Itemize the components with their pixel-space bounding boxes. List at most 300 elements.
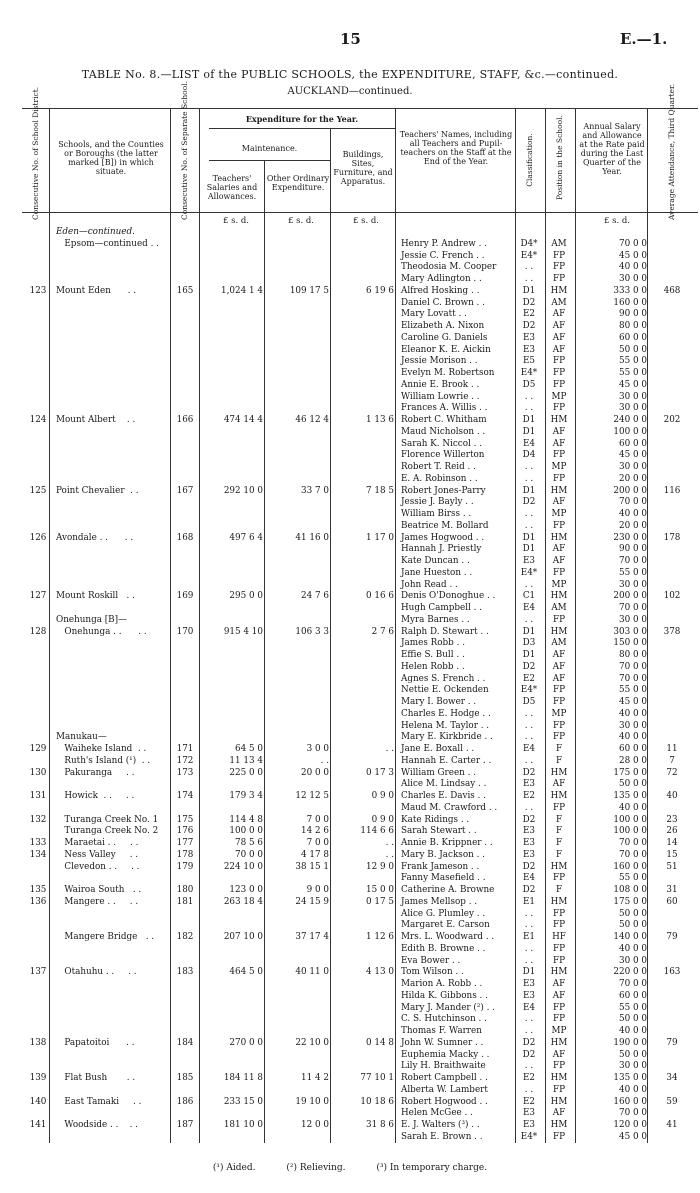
salaries-amount: 295 0 0: [229, 591, 263, 602]
annual-salary: 80 0 0: [619, 650, 647, 660]
annual-salary: 45 0 0: [619, 379, 647, 390]
annual-salary: 60 0 0: [619, 332, 647, 343]
position: FP: [552, 1061, 566, 1072]
salaries-amount: 1,024 1 4: [221, 285, 263, 296]
annual-salary: 30 0 0: [619, 614, 647, 625]
teacher-name: Jessie Morison . .: [401, 356, 478, 367]
buildings-amount: 12 9 0: [366, 861, 394, 872]
school-name: East Tamaki . .: [56, 1096, 142, 1107]
expenditure-rule: [209, 128, 395, 129]
position: HM: [550, 861, 568, 872]
district-no: 138: [29, 1037, 47, 1048]
annual-salary: 30 0 0: [619, 391, 647, 402]
position: FP: [552, 732, 566, 743]
salaries-amount: 78 5 6: [235, 838, 263, 848]
position: AF: [552, 426, 566, 437]
district-no: 133: [29, 838, 47, 848]
school-no: 186: [176, 1096, 194, 1107]
table-row: [0, 262, 700, 274]
table-row: [0, 403, 700, 415]
school-no: 172: [176, 755, 194, 766]
school-no: 175: [176, 814, 194, 825]
other-amount: 33 7 0: [301, 485, 329, 496]
position: FP: [552, 262, 566, 273]
table-row: [0, 1050, 700, 1062]
teacher-name: William Lowrie . .: [401, 391, 480, 402]
school-no: 173: [176, 767, 194, 778]
table-row: [0, 732, 700, 744]
header-salaries: Teachers' Salaries and Allowances.: [206, 174, 258, 201]
salaries-amount: 464 5 0: [229, 967, 263, 978]
annual-salary: 28 0 0: [619, 755, 647, 766]
table-row: [0, 744, 700, 756]
teacher-name: Robert C. Whitham: [401, 415, 487, 425]
table-row: [0, 826, 700, 838]
school-no: 187: [176, 1120, 194, 1130]
teacher-name: Fanny Masefield . .: [401, 873, 486, 884]
attendance: 11: [666, 744, 678, 754]
table-row: [0, 333, 700, 345]
classification: E4*: [520, 250, 538, 261]
table-row: [0, 1073, 700, 1085]
position: FP: [552, 450, 566, 461]
annual-salary: 40 0 0: [619, 1026, 647, 1036]
attendance: 116: [663, 485, 681, 496]
school-name: Ness Valley . .: [56, 849, 139, 860]
school-name: Point Chevalier . .: [56, 485, 139, 496]
other-amount: . .: [320, 755, 329, 766]
classification: D3: [522, 638, 536, 649]
district-no: 140: [29, 1096, 47, 1107]
position: FP: [552, 368, 566, 378]
table-row: [0, 967, 700, 979]
classification: E3: [522, 826, 536, 837]
buildings-amount: 4 13 0: [366, 967, 394, 978]
teacher-name: Mary I. Bower . .: [401, 697, 477, 707]
attendance: 51: [666, 861, 678, 872]
salaries-amount: 114 4 8: [229, 814, 263, 825]
classification: D5: [522, 379, 536, 390]
annual-salary: 108 0 0: [613, 885, 647, 895]
teacher-name: Hannah E. Carter . .: [401, 755, 492, 766]
position: AF: [552, 779, 566, 790]
teacher-name: Evelyn M. Robertson: [401, 368, 495, 378]
school-no: 170: [176, 626, 194, 637]
table-row: [0, 956, 700, 968]
school-no: 177: [176, 838, 194, 848]
annual-salary: 230 0 0: [613, 532, 647, 543]
position: HM: [550, 767, 568, 778]
classification: D1: [522, 485, 536, 496]
table-row: [0, 427, 700, 439]
school-name: Epsom—continued . .: [56, 238, 159, 249]
annual-salary: 333 0 0: [613, 285, 647, 296]
position: AF: [552, 321, 566, 331]
salaries-amount: 915 4 10: [223, 626, 263, 637]
position: HM: [550, 1037, 568, 1048]
buildings-amount: 15 0 0: [366, 885, 394, 895]
units-buildings: £ s. d.: [352, 216, 380, 226]
teacher-name: Mary Lovatt . .: [401, 309, 467, 320]
table-row: [0, 662, 700, 674]
buildings-amount: 1 13 6: [366, 415, 394, 425]
classification: . .: [524, 732, 534, 743]
buildings-amount: 2 7 6: [371, 626, 394, 637]
teacher-name: Alice M. Lindsay . .: [401, 779, 487, 790]
teacher-name: Caroline G. Daniels: [401, 332, 488, 343]
annual-salary: 45 0 0: [619, 697, 647, 707]
teacher-name: Lily H. Braithwaite: [401, 1061, 486, 1072]
district-no: 132: [29, 814, 47, 825]
position: F: [555, 826, 563, 837]
school-name: Manukau—: [56, 732, 107, 743]
buildings-amount: 0 14 8: [366, 1037, 394, 1048]
header-teachers: Teachers' Names, including all Teachers and Pupil-teachers on the Staff at the End of the Year.: [399, 130, 513, 166]
teacher-name: Sarah K. Niccol . .: [401, 438, 483, 449]
classification: D1: [522, 426, 536, 437]
classification: E3: [522, 849, 536, 860]
position: HM: [550, 896, 568, 907]
teacher-name: Maud Nicholson . .: [401, 426, 486, 437]
district-no: 129: [29, 744, 47, 754]
table-row: [0, 615, 700, 627]
annual-salary: 55 0 0: [619, 873, 647, 884]
school-name: Papatoitoi . .: [56, 1037, 135, 1048]
classification: D2: [522, 497, 536, 508]
position: FP: [552, 697, 566, 707]
buildings-amount: 114 6 6: [360, 826, 394, 837]
attendance: 102: [663, 591, 681, 602]
table-row: [0, 591, 700, 603]
classification: E4: [522, 1002, 536, 1013]
teacher-name: Hugh Campbell . .: [401, 603, 483, 613]
annual-salary: 50 0 0: [619, 344, 647, 355]
teacher-name: John W. Sumner . .: [401, 1037, 484, 1048]
attendance: 40: [666, 791, 678, 801]
annual-salary: 60 0 0: [619, 438, 647, 449]
table-row: [0, 580, 700, 592]
buildings-amount: 0 17 5: [366, 896, 394, 907]
classification: . .: [524, 720, 534, 731]
annual-salary: 55 0 0: [619, 567, 647, 578]
attendance: 178: [663, 532, 681, 543]
header-bottom-rule: [22, 212, 698, 213]
teacher-name: Helena M. Taylor . .: [401, 720, 490, 731]
position: AF: [552, 1049, 566, 1060]
district-no: 135: [29, 885, 47, 895]
position: AF: [552, 979, 566, 989]
buildings-amount: 10 18 6: [360, 1096, 394, 1107]
classification: E3: [522, 556, 536, 566]
annual-salary: 70 0 0: [619, 979, 647, 989]
attendance: 79: [666, 932, 678, 942]
teacher-name: Theodosia M. Cooper: [401, 262, 497, 273]
table-row: [0, 462, 700, 474]
table-row: [0, 650, 700, 662]
classification: D2: [522, 814, 536, 825]
annual-salary: 30 0 0: [619, 579, 647, 590]
salaries-amount: 474 14 4: [223, 415, 263, 425]
annual-salary: 175 0 0: [613, 896, 647, 907]
header-schools: Schools, and the Counties or Boroughs (the latter marked [B]) in which situate.: [58, 140, 164, 176]
classification: D1: [522, 285, 536, 296]
position: FP: [552, 379, 566, 390]
table-row: [0, 1085, 700, 1097]
classification: D2: [522, 885, 536, 895]
other-amount: 4 17 8: [301, 849, 329, 860]
table-row: [0, 450, 700, 462]
classification: D2: [522, 861, 536, 872]
annual-salary: 50 0 0: [619, 908, 647, 919]
district-no: 124: [29, 415, 47, 425]
classification: D2: [522, 767, 536, 778]
annual-salary: 135 0 0: [613, 1073, 647, 1083]
table-row: [0, 603, 700, 615]
classification: . .: [524, 908, 534, 919]
position: FP: [552, 720, 566, 731]
annual-salary: 40 0 0: [619, 1084, 647, 1095]
school-name: Mount Eden . .: [56, 285, 137, 296]
school-name: Mangere . . . .: [56, 896, 139, 907]
annual-salary: 30 0 0: [619, 403, 647, 414]
header-buildings: Buildings, Sites, Furniture, and Apparatus.: [333, 150, 393, 186]
classification: E5: [522, 356, 536, 367]
attendance: 468: [663, 285, 681, 296]
table-row: [0, 439, 700, 451]
other-amount: 3 0 0: [306, 744, 329, 754]
table-row: [0, 674, 700, 686]
position: AF: [552, 673, 566, 684]
annual-salary: 200 0 0: [613, 591, 647, 602]
classification: D2: [522, 1049, 536, 1060]
table-row: [0, 920, 700, 932]
table-row: [0, 556, 700, 568]
teacher-name: Euphemia Macky . .: [401, 1049, 490, 1060]
school-no: 171: [176, 744, 194, 754]
position: F: [555, 814, 563, 825]
attendance: 41: [666, 1120, 678, 1130]
position: HM: [550, 1073, 568, 1083]
position: F: [555, 838, 563, 848]
position: MP: [551, 1026, 567, 1036]
table-row: [0, 909, 700, 921]
table-row: [0, 544, 700, 556]
classification: . .: [524, 755, 534, 766]
other-amount: 14 2 6: [301, 826, 329, 837]
table-row: [0, 1014, 700, 1026]
annual-salary: 220 0 0: [613, 967, 647, 978]
salaries-amount: 270 0 0: [229, 1037, 263, 1048]
salaries-amount: 179 3 4: [229, 791, 263, 801]
salaries-amount: 181 10 0: [223, 1120, 263, 1130]
classification: . .: [524, 1014, 534, 1025]
attendance: 72: [666, 767, 678, 778]
salaries-amount: 263 18 4: [223, 896, 263, 907]
position: FP: [552, 802, 566, 813]
annual-salary: 70 0 0: [619, 673, 647, 684]
salaries-amount: 70 0 0: [235, 849, 263, 860]
annual-salary: 45 0 0: [619, 1131, 647, 1142]
other-amount: 20 0 0: [301, 767, 329, 778]
buildings-amount: 0 16 6: [366, 591, 394, 602]
header-other: Other Ordinary Expenditure.: [266, 174, 330, 192]
teacher-name: James Robb . .: [401, 638, 465, 649]
table-row: [0, 345, 700, 357]
teacher-name: Effie S. Bull . .: [401, 650, 465, 660]
table-row: [0, 521, 700, 533]
buildings-amount: 1 17 0: [366, 532, 394, 543]
classification: D2: [522, 297, 536, 308]
teacher-name: Ralph D. Stewart . .: [401, 626, 489, 637]
teacher-name: James Hogwood . .: [401, 532, 485, 543]
table-row: [0, 709, 700, 721]
buildings-amount: 0 9 0: [371, 814, 394, 825]
teacher-name: Alberta W. Lambert: [401, 1084, 488, 1095]
position: FP: [552, 1084, 566, 1095]
buildings-amount: 6 19 6: [366, 285, 394, 296]
classification: E3: [522, 344, 536, 355]
annual-salary: 60 0 0: [619, 990, 647, 1001]
teacher-name: Tom Wilson . .: [401, 967, 464, 978]
table-row: [0, 251, 700, 263]
annual-salary: 120 0 0: [613, 1120, 647, 1130]
salaries-amount: 123 0 0: [229, 885, 263, 895]
salaries-amount: 207 10 0: [223, 932, 263, 942]
teacher-name: John Read . .: [401, 579, 458, 590]
position: MP: [551, 509, 567, 519]
buildings-amount: 0 9 0: [371, 791, 394, 801]
school-name: Howick . . . .: [56, 791, 135, 801]
annual-salary: 140 0 0: [613, 932, 647, 942]
classification: . .: [524, 579, 534, 590]
table-row: [0, 1038, 700, 1050]
teacher-name: Sarah E. Brown . .: [401, 1131, 483, 1142]
classification: D5: [522, 697, 536, 707]
school-no: 181: [176, 896, 194, 907]
attendance: 60: [666, 896, 678, 907]
buildings-amount: 77 10 1: [360, 1073, 394, 1083]
table-row: [0, 803, 700, 815]
annual-salary: 40 0 0: [619, 509, 647, 519]
annual-salary: 70 0 0: [619, 603, 647, 613]
teacher-name: Thomas F. Warren: [401, 1026, 482, 1036]
annual-salary: 55 0 0: [619, 368, 647, 378]
position: AM: [551, 638, 567, 649]
salaries-amount: 233 15 0: [223, 1096, 263, 1107]
teacher-name: Myra Barnes . .: [401, 614, 470, 625]
position: FP: [552, 908, 566, 919]
classification: C1: [522, 591, 536, 602]
teacher-name: Robert Jones-Parry: [401, 485, 486, 496]
classification: E2: [522, 1073, 536, 1083]
table-row: [0, 850, 700, 862]
annual-salary: 50 0 0: [619, 1049, 647, 1060]
position: MP: [551, 462, 567, 472]
annual-salary: 30 0 0: [619, 462, 647, 472]
table-row: [0, 474, 700, 486]
teacher-name: Eleanor K. E. Aickin: [401, 344, 491, 355]
other-amount: 7 0 0: [306, 814, 329, 825]
district-no: 136: [29, 896, 47, 907]
position: FP: [552, 567, 566, 578]
teacher-name: Denis O'Donoghue . .: [401, 591, 496, 602]
position: AF: [552, 556, 566, 566]
header-classification: Classification.: [525, 133, 534, 187]
teacher-name: Charles E. Hodge . .: [401, 708, 491, 719]
position: AM: [551, 297, 567, 308]
classification: E3: [522, 979, 536, 989]
classification: E4*: [520, 1131, 538, 1142]
teacher-name: Marion A. Robb . .: [401, 979, 483, 989]
other-amount: 12 12 5: [295, 791, 329, 801]
classification: E3: [522, 838, 536, 848]
attendance: 15: [666, 849, 678, 860]
classification: E4: [522, 438, 536, 449]
annual-salary: 60 0 0: [619, 744, 647, 754]
teacher-name: E. J. Walters (³) . .: [401, 1120, 480, 1130]
attendance: 79: [666, 1037, 678, 1048]
classification: D1: [522, 532, 536, 543]
annual-salary: 50 0 0: [619, 1014, 647, 1025]
annual-salary: 30 0 0: [619, 1061, 647, 1072]
district-no: 127: [29, 591, 47, 602]
teacher-name: Robert Hogwood . .: [401, 1096, 488, 1107]
classification: . .: [524, 955, 534, 966]
buildings-amount: . .: [385, 849, 394, 860]
header-top-rule: [22, 108, 698, 109]
teacher-name: Elizabeth A. Nixon: [401, 321, 485, 331]
position: F: [555, 755, 563, 766]
teacher-name: Helen McGee . .: [401, 1108, 473, 1119]
school-no: 184: [176, 1037, 194, 1048]
school-name: Ruth's Island (¹) . .: [56, 755, 151, 766]
position: HM: [550, 485, 568, 496]
table-row: [0, 486, 700, 498]
position: FP: [552, 473, 566, 484]
salaries-amount: 184 11 8: [223, 1073, 263, 1083]
annual-salary: 45 0 0: [619, 450, 647, 461]
teacher-name: Margaret E. Carson: [401, 920, 490, 931]
table-row: [0, 885, 700, 897]
annual-salary: 240 0 0: [613, 415, 647, 425]
school-name: Otahuhu . . . .: [56, 967, 137, 978]
classification: D1: [522, 544, 536, 555]
annual-salary: 55 0 0: [619, 356, 647, 367]
annual-salary: 50 0 0: [619, 920, 647, 931]
classification: D1: [522, 626, 536, 637]
annual-salary: 70 0 0: [619, 661, 647, 672]
annual-salary: 70 0 0: [619, 238, 647, 249]
teacher-name: Edith B. Browne . .: [401, 943, 486, 954]
district-no: 139: [29, 1073, 47, 1083]
teacher-name: Charles E. Davis . .: [401, 791, 486, 801]
other-amount: 38 15 1: [295, 861, 329, 872]
position: F: [555, 744, 563, 754]
position: AF: [552, 661, 566, 672]
teacher-name: Florence Willerton: [401, 450, 485, 461]
table-row: [0, 321, 700, 333]
teacher-name: Eva Bower . .: [401, 955, 461, 966]
teacher-name: Frank Jameson . .: [401, 861, 480, 872]
table-row: [0, 979, 700, 991]
teacher-name: Mary E. Kirkbride . .: [401, 732, 493, 743]
classification: D4: [522, 450, 536, 461]
position: AF: [552, 544, 566, 555]
classification: E2: [522, 309, 536, 320]
annual-salary: 30 0 0: [619, 274, 647, 284]
position: HM: [550, 1120, 568, 1130]
school-name: Maraetai . . . .: [56, 838, 139, 848]
